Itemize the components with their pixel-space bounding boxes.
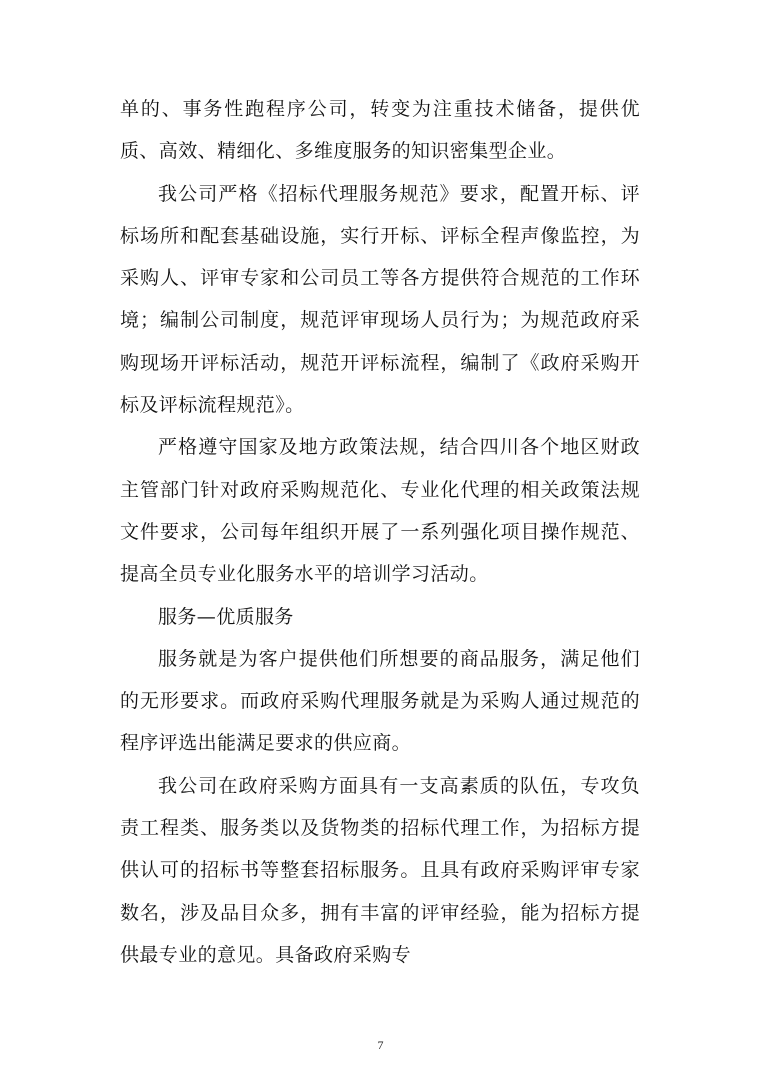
section-heading-service: 服务—优质服务: [158, 605, 294, 628]
paragraph-team: 我公司在政府采购方面具有一支高素质的队伍，专攻负责工程类、服务类以及货物类的招标代理工作，为招标方提供认可的招标书等整套招标服务。且具有政府采购评审专家数名，涉及品目众多，拥有丰富的评审经验，能为招标方提供最专业的意见。具备政府采购专: [120, 774, 640, 966]
page-number: 7: [377, 1038, 384, 1052]
paragraph-continuation: 单的、事务性跑程序公司，转变为注重技术储备，提供优质、高效、精细化、多维度服务的知识密集型企业。: [120, 98, 640, 163]
paragraph-standards: 我公司严格《招标代理服务规范》要求，配置开标、评标场所和配套基础设施，实行开标、评标全程声像监控，为采购人、评审专家和公司员工等各方提供符合规范的工作环境；编制公司制度，规范评审现场人员行为；为规范政府采购现场开评标活动，规范开评标流程，编制了《政府采购开标及评标流程规范》。: [120, 182, 640, 417]
paragraph-service-definition: 服务就是为客户提供他们所想要的商品服务，满足他们的无形要求。而政府采购代理服务就是为采购人通过规范的程序评选出能满足要求的供应商。: [120, 647, 640, 755]
paragraph-regulations: 严格遵守国家及地方政策法规，结合四川各个地区财政主管部门针对政府采购规范化、专业化代理的相关政策法规文件要求，公司每年组织开展了一系列强化项目操作规范、提高全员专业化服务水平的培训学习活动。: [120, 436, 640, 586]
body-text: [120, 88, 640, 976]
